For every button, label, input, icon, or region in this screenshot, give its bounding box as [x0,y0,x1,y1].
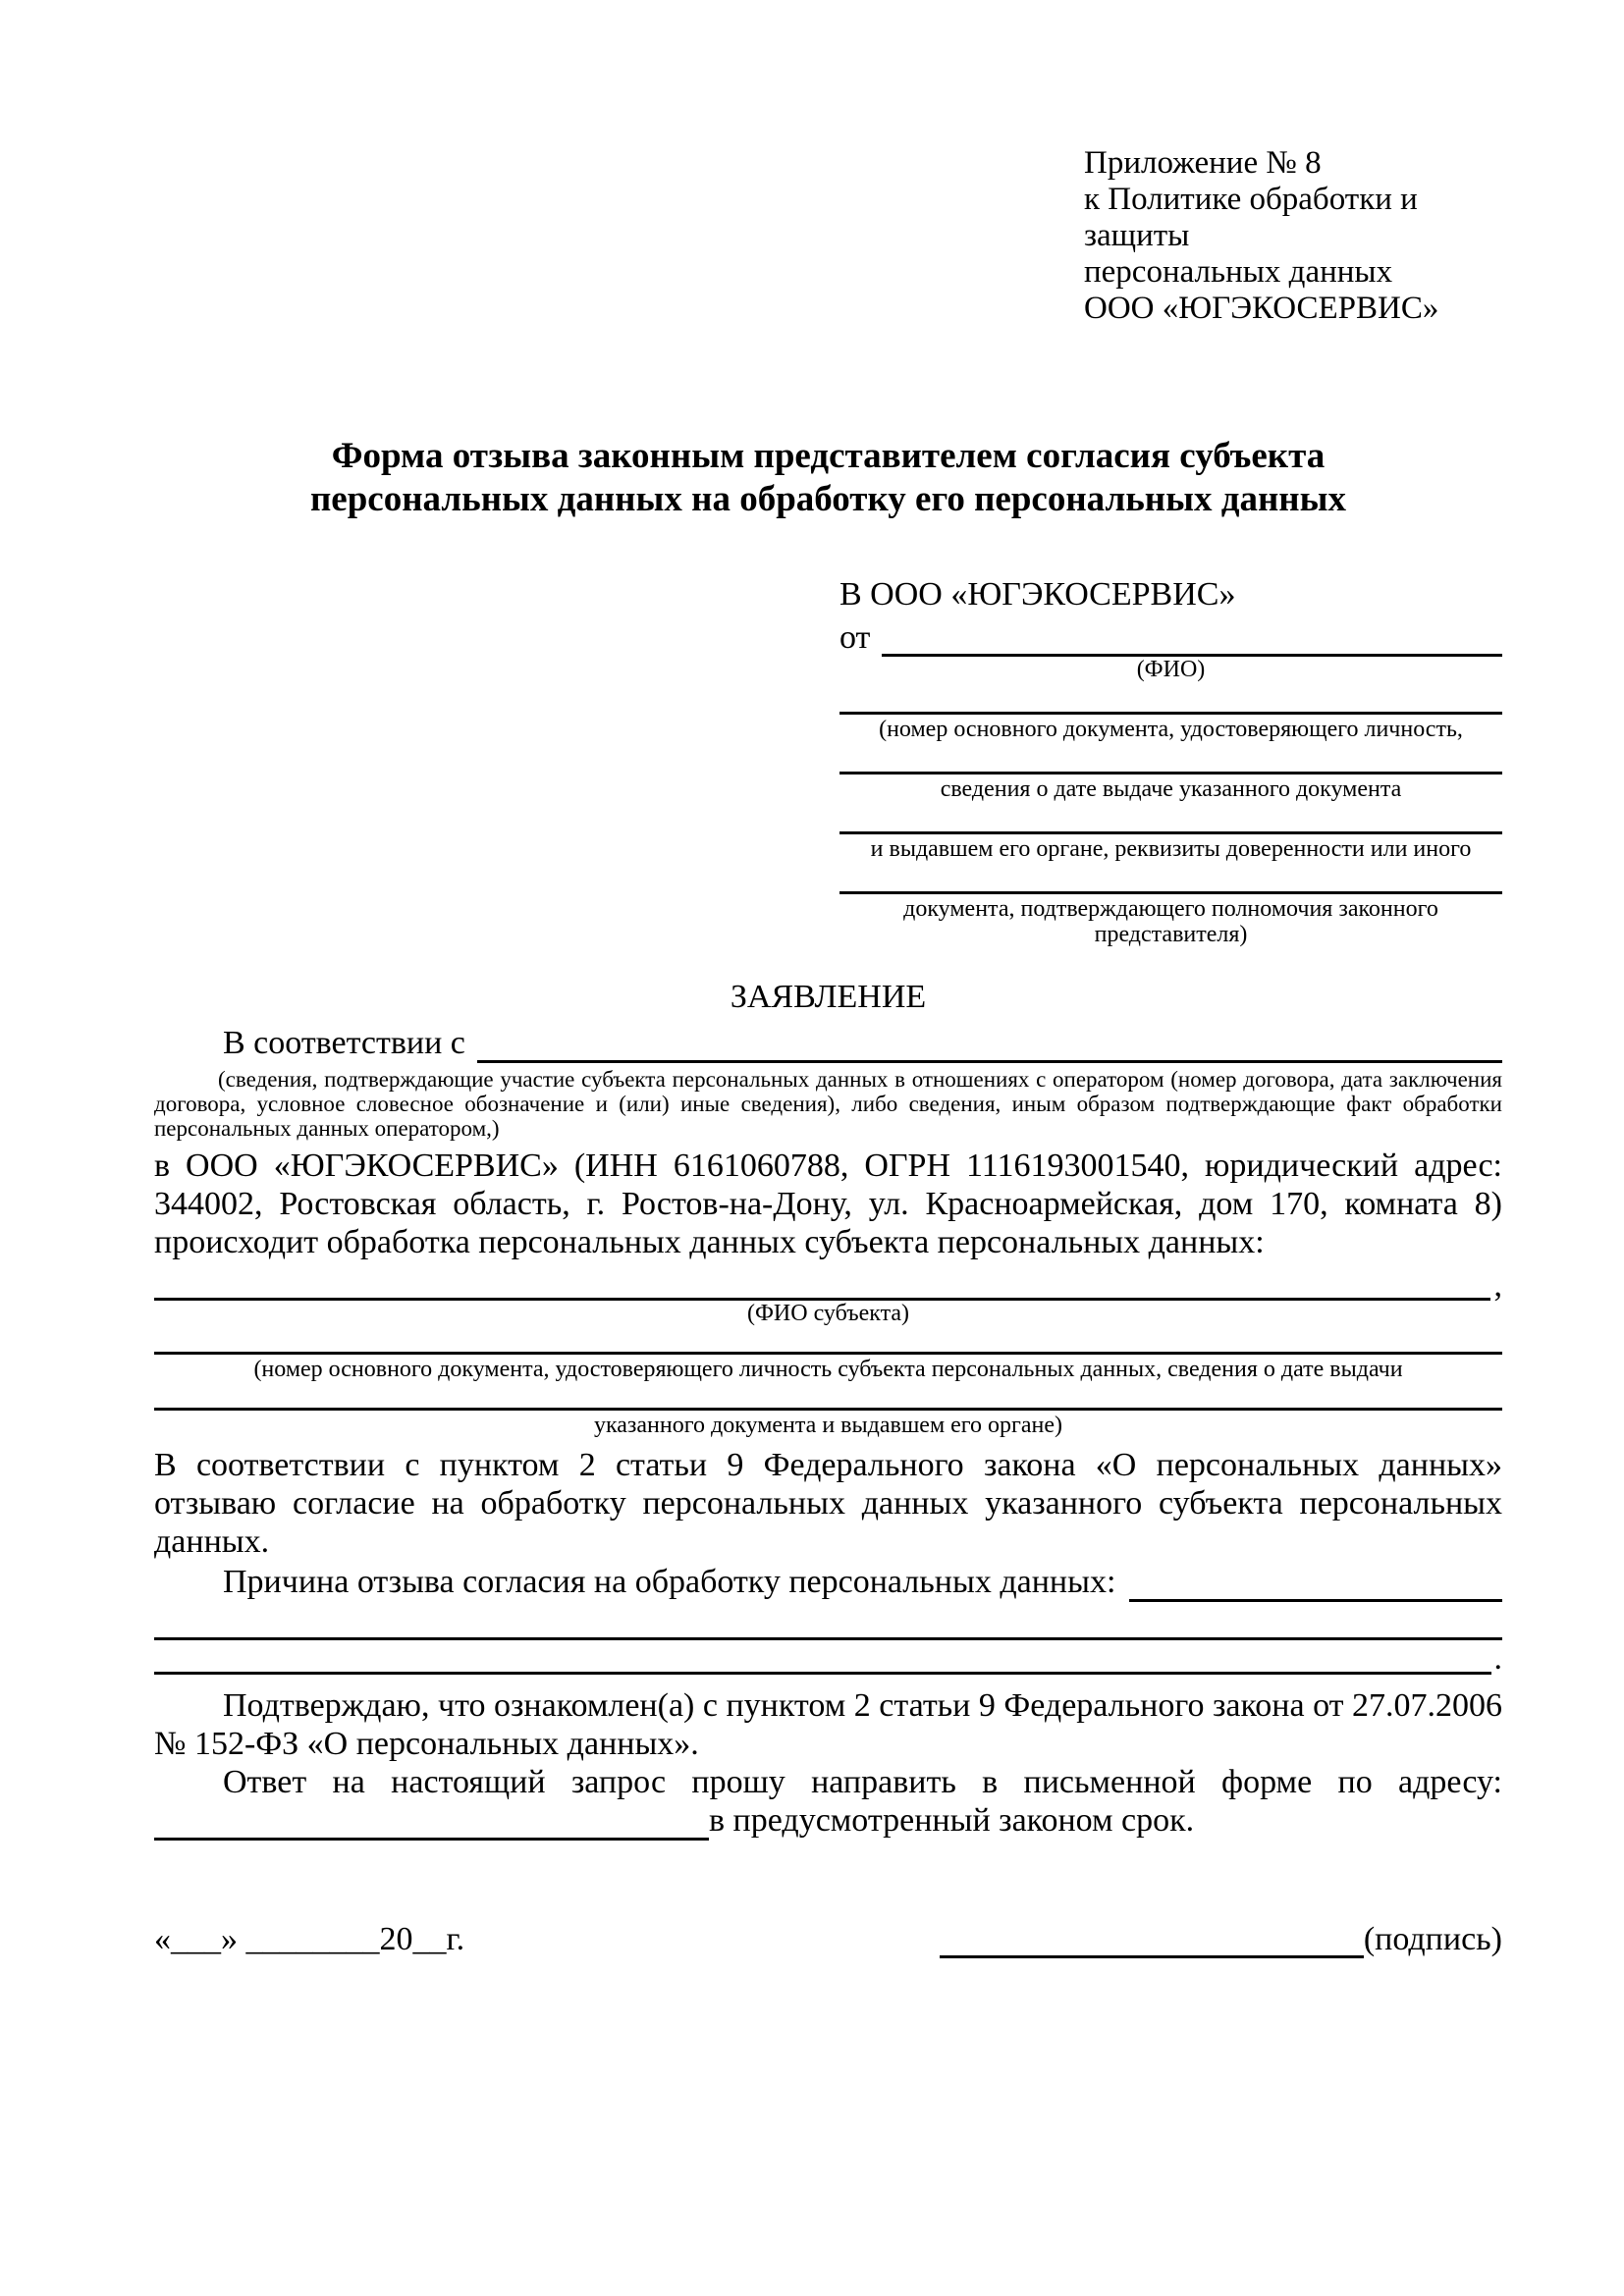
reason-label: Причина отзыва согласия на обработку персональных данных: [223,1564,1116,1600]
fio-caption: (ФИО) [1136,657,1206,682]
signature-blank[interactable] [940,1926,1364,1958]
signature-footer [154,1921,1502,1958]
subject-doc-blank-1[interactable] [154,1326,1502,1355]
doc-caption-4: документа, подтверждающего полномочия законного представителя) [903,896,1438,947]
reply-paragraph: Ответ на настоящий запрос прошу направить в письменной форме по адресу: [223,1764,1502,1800]
appendix-header [1084,145,1502,327]
doc-caption-2: сведения о дате выдаче указанного документа [940,776,1402,802]
representative-doc-blank-4[interactable] [839,862,1502,894]
reply-tail: в предусмотренный законом срок. [709,1802,1195,1839]
confirm-paragraph: Подтверждаю, что ознакомлен(а) с пунктом 2 статьи 9 Федерального закона от 27.07.2006 № 152-ФЗ «О персональных данных». [154,1687,1502,1762]
appendix-line-3: персональных данных [1084,254,1393,290]
appendix-line-4: ООО «ЮГЭКОСЕРВИС» [1084,291,1439,326]
doc-caption-1: (номер основного документа, удостоверяющего личность, [879,717,1463,742]
basis-blank[interactable] [477,1060,1502,1063]
signature-caption: (подпись) [1363,1921,1502,1957]
reason-blank[interactable] [1129,1599,1502,1602]
subject-doc-caption-2: указанного документа и выдавшем его органе) [593,1413,1063,1438]
reason-period: . [1493,1640,1502,1677]
document-title: Форма отзыва законным представителем согласия субъекта персональных данных на обработку его персональных данных [309,436,1346,519]
appendix-line-1: Приложение № 8 [1084,145,1322,181]
intro-label: В соответствии с [223,1025,465,1061]
subject-doc-caption-1: (номер основного документа, удостоверяющего личность субъекта персональных данных, сведения о дате выдачи [253,1357,1403,1382]
withdrawal-paragraph: В соответствии с пунктом 2 статьи 9 Федерального закона «О персональных данных» отзываю согласие на обработку персональных данных указанного субъекта персональных данных. [154,1447,1502,1560]
subject-doc-blank-2[interactable] [154,1382,1502,1411]
appendix-line-2: к Политике обработки и защиты [1084,182,1418,253]
subject-fio-caption: (ФИО субъекта) [746,1301,910,1326]
reply-address-blank[interactable] [154,1808,709,1841]
representative-doc-blank-3[interactable] [839,802,1502,834]
operator-paragraph: в ООО «ЮГЭКОСЕРВИС» (ИНН 6161060788, ОГРН 1116193001540, юридический адрес: 344002, Ростовская область, г. Ростов-на-Дону, ул. Красноармейская, дом 170, комната 8) происходит обработка персональных данных субъекта персональных данных: [154,1148,1502,1260]
intro-note: (сведения, подтверждающие участие субъекта персональных данных в отношениях с оператором (номер договора, дата заключения договора, условное словесное обозначение и (или) иные сведения), либо сведения, иным образом подтверждающие факт обработки персональных данных оператором,) [154,1067,1502,1141]
doc-caption-3: и выдавшем его органе, реквизиты доверенности или иного [870,836,1472,862]
date-line[interactable]: «___» ________20__г. [154,1921,465,1957]
reason-blank-line-2[interactable] [154,1642,1491,1675]
from-label: от [839,619,871,656]
reason-blank-line-1[interactable] [154,1604,1502,1640]
representative-doc-blank-2[interactable] [839,742,1502,774]
subject-comma: , [1493,1267,1502,1304]
statement-heading: ЗАЯВЛЕНИЕ [730,979,927,1015]
addressee-block [839,576,1502,947]
representative-doc-blank-1[interactable] [839,682,1502,715]
addressee-org: В ООО «ЮГЭКОСЕРВИС» [839,576,1236,613]
